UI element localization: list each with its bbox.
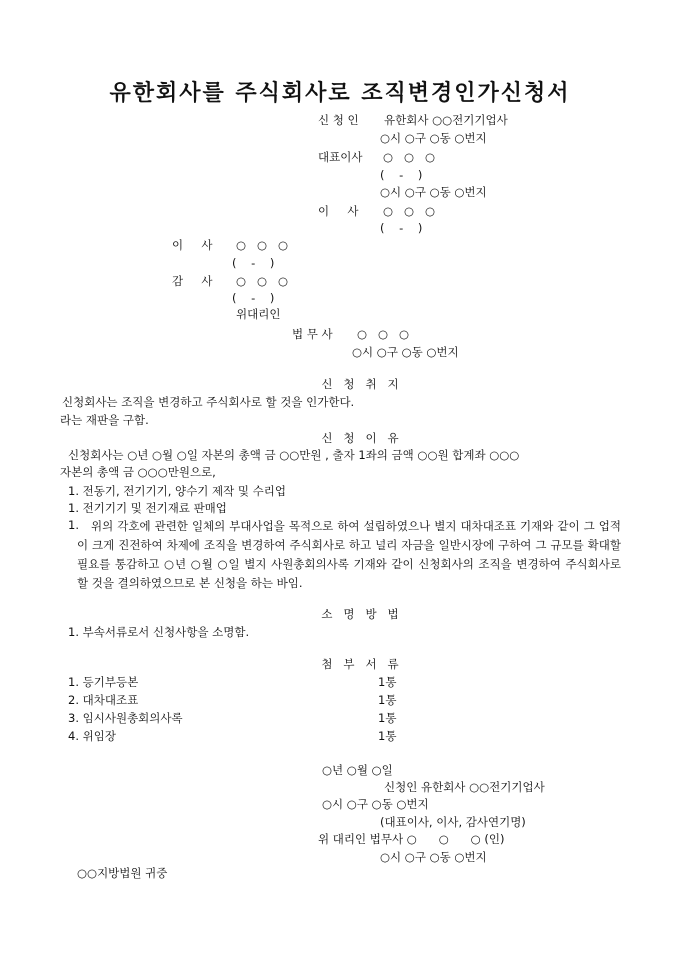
attachment-count: 1통 [378,729,397,743]
attachment-label: 2. 대차대조표 [68,693,139,707]
attachment-label: 4. 위임장 [68,729,116,743]
director-phone: ( - ) [380,221,423,235]
purpose-line-2: 라는 재판을 구함. [60,413,149,427]
auditor-label: 감 사 [172,274,213,288]
purpose-heading: 신 청 취 지 [321,377,399,391]
attachment-label: 1. 등기부등본 [68,675,139,689]
proof-heading: 소 명 방 법 [321,607,399,621]
reason-line-2: 자본의 총액 금 ○○○만원으로, [60,465,216,479]
reason-item-1: 1. 전동기, 전기기기, 양수기 제작 및 수리업 [68,484,286,498]
representative-address: ○시 ○구 ○동 ○번지 [380,185,487,199]
footer-applicant: 신청인 유한회사 ○○전기기업사 [384,780,545,794]
attachment-label: 3. 임시사원총회의사록 [68,711,183,725]
attachment-count: 1통 [378,693,397,707]
representative-phone: ( - ) [380,168,423,182]
director-label: 이 사 [318,204,359,218]
representative-label: 대표이사 [318,150,363,164]
reason-item-3-number: 1. [68,518,79,532]
footer-agent-address: ○시 ○구 ○동 ○번지 [380,850,487,864]
representative-name: ○ ○ ○ [383,150,436,164]
reason-item-2: 1. 전기기기 및 전기재료 판매업 [68,501,227,515]
director-name: ○ ○ ○ [383,204,436,218]
law-office-name: ○ ○ ○ [357,327,410,341]
attachment-count: 1통 [378,711,397,725]
footer-agent: 위 대리인 법무사 ○ ○ ○ (인) [318,832,505,846]
document-title: 유한회사를 주식회사로 조직변경인가신청서 [109,80,571,106]
agent-label: 위대리인 [236,307,281,321]
auditor-phone: ( - ) [232,291,275,305]
proof-item-1: 1. 부속서류로서 신청사항을 소명함. [68,625,250,639]
law-office-address: ○시 ○구 ○동 ○번지 [352,345,459,359]
applicant-name: 유한회사 ○○전기기업사 [384,113,508,127]
reason-item-3-text: 위의 각호에 관련한 일체의 부대사업을 목적으로 하여 설립하였으나 별지 대차대조표 기재와 같이 그 업적이 크게 진전하여 차제에 조직을 변경하여 주식회사로 하고 널리 자금을 일반시장에 구하여 그 규모를 확대할 필요를 통감하고 ○년 ○월 ○일 별지 사원총회의사록 기재와 같이 신청회사의 조직을 변경하여 주식회사로 할 것을 결의하였으므로 본 신청을 하는 바임. [77,519,621,590]
filing-date: ○년 ○월 ○일 [322,763,393,777]
footer-address: ○시 ○구 ○동 ○번지 [322,797,429,811]
director2-phone: ( - ) [232,256,275,270]
applicant-address: ○시 ○구 ○동 ○번지 [380,131,487,145]
auditor-name: ○ ○ ○ [236,274,289,288]
director2-label: 이 사 [172,238,213,252]
attachment-count: 1통 [378,675,397,689]
law-office-label: 법 무 사 [292,327,333,341]
attachments-heading: 첨 부 서 류 [321,657,399,671]
director2-name: ○ ○ ○ [236,238,289,252]
court-addressee: ○○지방법원 귀중 [77,866,168,880]
reason-line-1: 신청회사는 ○년 ○월 ○일 자본의 총액 금 ○○만원 , 출자 1좌의 금액 ○○원 합계좌 ○○○ [68,448,520,462]
applicant-label: 신 청 인 [318,113,359,127]
purpose-line-1: 신청회사는 조직을 변경하고 주식회사로 할 것을 인가한다. [62,395,355,409]
footer-signatory-note: (대표이사, 이사, 감사연기명) [380,815,526,829]
reason-heading: 신 청 이 유 [321,431,399,445]
